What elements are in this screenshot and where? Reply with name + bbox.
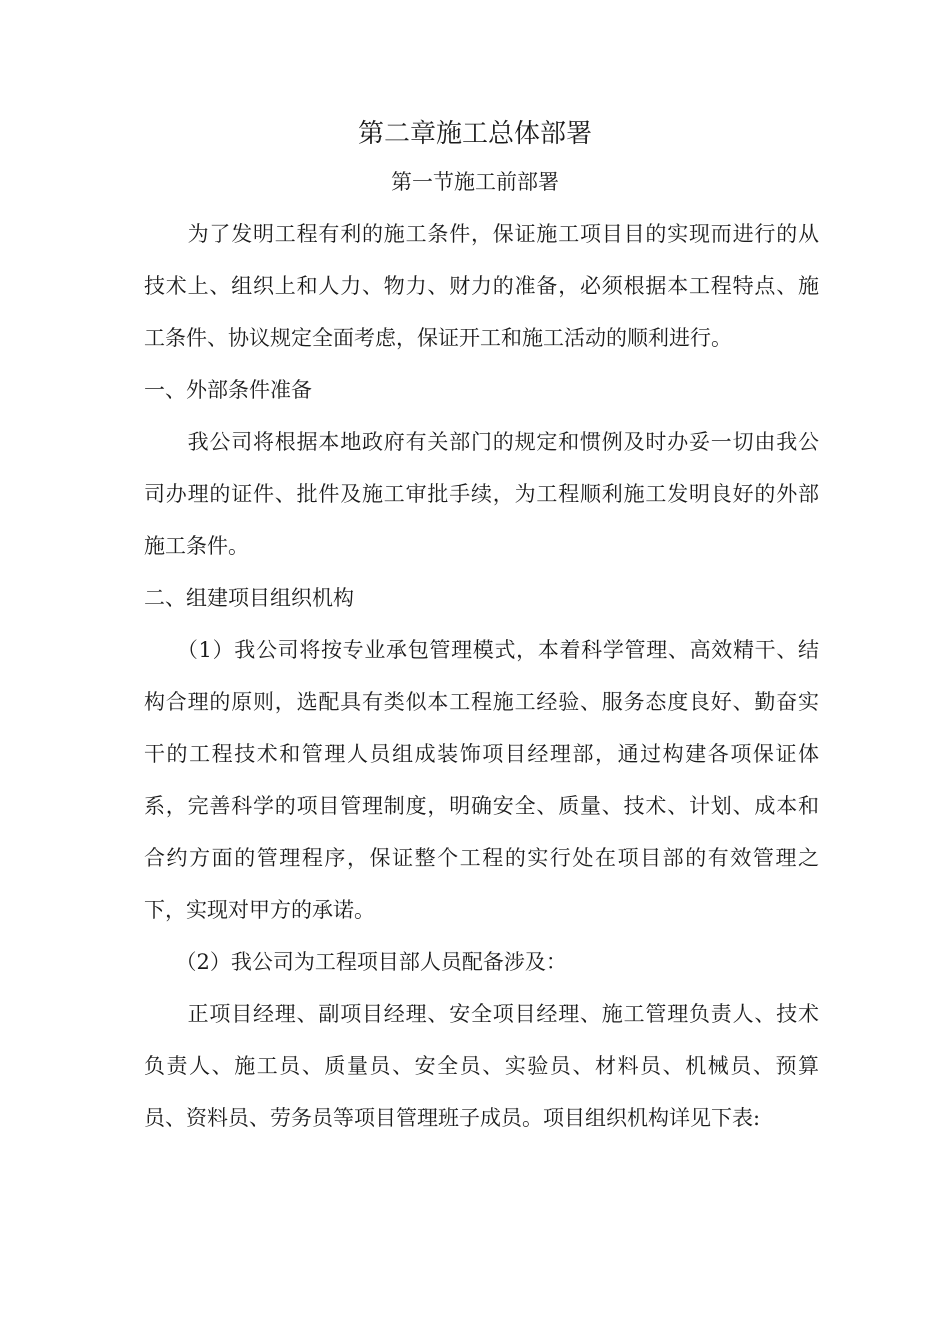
- section-title: 第一节施工前部署: [391, 170, 559, 194]
- text-line-12: 系，完善科学的项目管理制度，明确安全、质量、技术、计划、成本和: [144, 794, 819, 818]
- text-line-9: （1）我公司将按专业承包管理模式，本着科学管理、高效精干、结: [144, 638, 819, 662]
- text-line-5: 我公司将根据本地政府有关部门的规定和惯例及时办妥一切由我公: [144, 430, 819, 454]
- text-line-6: 司办理的证件、批件及施工审批手续，为工程顺利施工发明良好的外部: [144, 482, 819, 506]
- text-line-16: 正项目经理、副项目经理、安全项目经理、施工管理负责人、技术: [144, 1002, 819, 1026]
- heading-external-conditions: 一、外部条件准备: [144, 378, 312, 402]
- text-line-18: 员、资料员、劳务员等项目管理班子成员。项目组织机构详见下表:: [144, 1106, 761, 1130]
- text-line-3: 工条件、协议规定全面考虑，保证开工和施工活动的顺利进行。: [144, 326, 732, 350]
- text-line-14: 下，实现对甲方的承诺。: [144, 898, 375, 922]
- text-line-2: 技术上、组织上和人力、物力、财力的准备，必须根据本工程特点、施: [144, 274, 819, 298]
- heading-project-organization: 二、组建项目组织机构: [144, 586, 354, 610]
- text-line-1: 为了发明工程有利的施工条件，保证施工项目目的实现而进行的从: [144, 222, 819, 246]
- text-line-7: 施工条件。: [144, 534, 249, 558]
- chapter-title: 第二章施工总体部署: [357, 119, 592, 149]
- text-line-10: 构合理的原则，选配具有类似本工程施工经验、服务态度良好、勤奋实: [144, 690, 819, 714]
- text-line-17: 负责人、施工员、质量员、安全员、实验员、材料员、机械员、预算: [144, 1054, 819, 1078]
- text-line-13: 合约方面的管理程序，保证整个工程的实行处在项目部的有效管理之: [144, 846, 819, 870]
- text-line-15: （2）我公司为工程项目部人员配备涉及：: [144, 950, 567, 974]
- text-line-11: 干的工程技术和管理人员组成装饰项目经理部，通过构建各项保证体: [144, 742, 819, 766]
